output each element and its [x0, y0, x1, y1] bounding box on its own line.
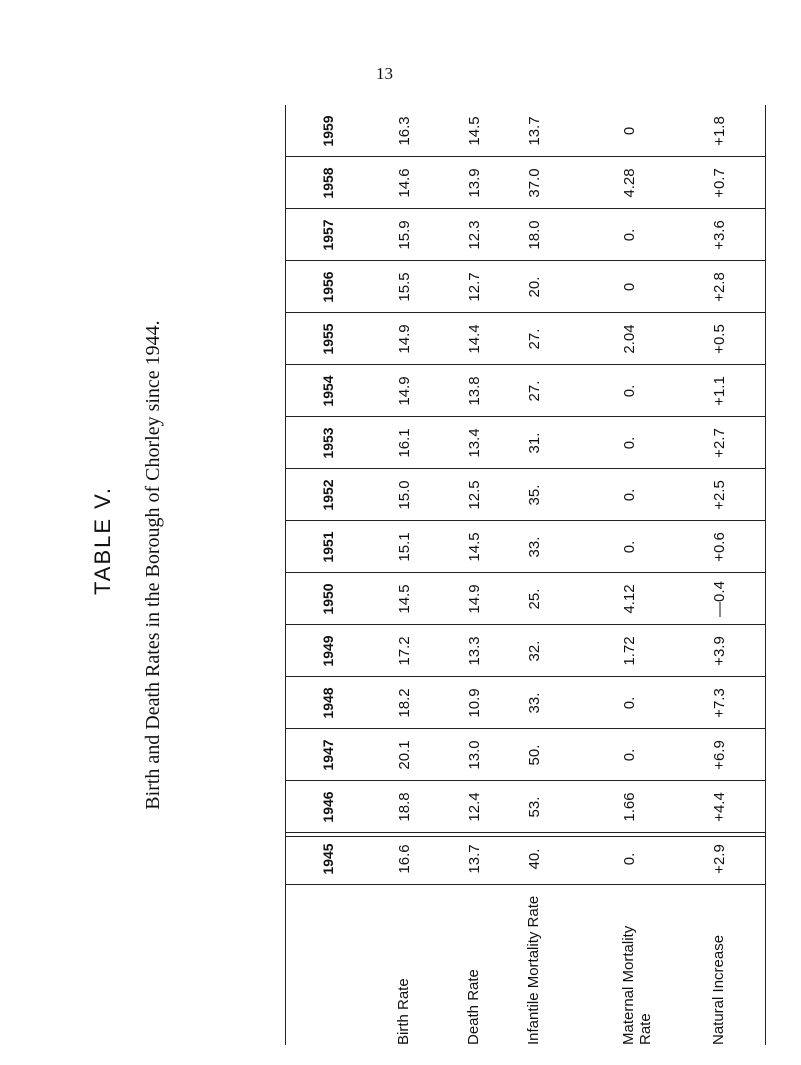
- table-cell: 14.9: [396, 324, 413, 354]
- table-cell: 14.6: [396, 168, 413, 198]
- year-header: 1945: [320, 843, 336, 875]
- table-cell: 13.0: [466, 740, 483, 770]
- table-cell: 14.5: [466, 116, 483, 146]
- table-cell: 10.9: [466, 688, 483, 718]
- table-cell: +7.3: [711, 688, 728, 718]
- row-label: Infantile Mortality Rate: [525, 895, 542, 1045]
- table-cell: 0.: [621, 488, 638, 502]
- year-header: 1946: [320, 791, 336, 823]
- table-cell: +2.7: [711, 428, 728, 458]
- year-header: 1957: [320, 219, 336, 251]
- table-cell: 33.: [526, 536, 543, 558]
- table-cell: 0.: [621, 696, 638, 710]
- table-rule-top: [285, 105, 286, 1045]
- table-cell: +6.9: [711, 740, 728, 770]
- table-cell: 0.: [621, 228, 638, 242]
- table-cell: +0.6: [711, 532, 728, 562]
- table-cell: 32.: [526, 640, 543, 662]
- row-label: Maternal Mortality Rate: [620, 925, 654, 1045]
- year-header: 1951: [320, 531, 336, 563]
- year-header: 1955: [320, 323, 336, 355]
- table-cell: 12.4: [466, 792, 483, 822]
- table-cell: 14.5: [466, 532, 483, 562]
- table-caption: Birth and Death Rates in the Borough of Chorley since 1944.: [142, 320, 164, 810]
- table-cell: 14.9: [466, 584, 483, 614]
- table-cell: +1.8: [711, 116, 728, 146]
- table-cell: 0: [621, 126, 638, 136]
- table-cell: 50.: [526, 744, 543, 766]
- caption-block: [90, 0, 190, 1065]
- table-cell: 15.5: [396, 272, 413, 302]
- table-cell: 40.: [526, 848, 543, 870]
- table-cell: 12.3: [466, 220, 483, 250]
- table-cell: —0.4: [711, 581, 728, 617]
- table-cell: 0.: [621, 436, 638, 450]
- year-header: 1950: [320, 583, 336, 615]
- year-header: 1953: [320, 427, 336, 459]
- table-cell: 12.7: [466, 272, 483, 302]
- table-cell: 31.: [526, 432, 543, 454]
- table-cell: 15.1: [396, 532, 413, 562]
- table-cell: 13.7: [526, 116, 543, 146]
- table-cell: 16.3: [396, 116, 413, 146]
- table-cell: 33.: [526, 692, 543, 714]
- table-cell: 17.2: [396, 636, 413, 666]
- rates-table: [260, 105, 780, 1045]
- table-cell: 0.: [621, 748, 638, 762]
- year-header: 1956: [320, 271, 336, 303]
- table-label: TABLE V.: [90, 486, 115, 595]
- table-cell: 13.9: [466, 168, 483, 198]
- table-cell: +2.8: [711, 272, 728, 302]
- table-cell: 16.1: [396, 428, 413, 458]
- table-cell: 25.: [526, 588, 543, 610]
- table-cell: 4.28: [621, 168, 638, 198]
- table-cell: 13.7: [466, 844, 483, 874]
- table-cell: 1.66: [621, 792, 638, 822]
- year-header: 1958: [320, 167, 336, 199]
- table-cell: 18.2: [396, 688, 413, 718]
- table-cell: 20.: [526, 276, 543, 298]
- year-header: 1959: [320, 115, 336, 147]
- table-cell: 15.0: [396, 480, 413, 510]
- table-cell: 0.: [621, 540, 638, 554]
- table-cell: 18.8: [396, 792, 413, 822]
- table-cell: 15.9: [396, 220, 413, 250]
- table-cell: 13.4: [466, 428, 483, 458]
- table-cell: 1.72: [621, 636, 638, 666]
- table-cell: 27.: [526, 328, 543, 350]
- year-header: 1949: [320, 635, 336, 667]
- table-cell: +0.5: [711, 324, 728, 354]
- table-cell: 16.6: [396, 844, 413, 874]
- year-header: 1954: [320, 375, 336, 407]
- year-header: 1952: [320, 479, 336, 511]
- table-cell: 27.: [526, 380, 543, 402]
- table-cell: 4.12: [621, 584, 638, 614]
- page-number: 13: [376, 64, 393, 83]
- row-label: Natural Increase: [710, 934, 727, 1045]
- table-cell: +1.1: [711, 376, 728, 406]
- row-label: Death Rate: [465, 969, 482, 1045]
- table-cell: 12.5: [466, 480, 483, 510]
- table-cell: +2.5: [711, 480, 728, 510]
- table-cell: 20.1: [396, 740, 413, 770]
- table-rule-bottom: [765, 105, 766, 1045]
- table-cell: 18.0: [526, 220, 543, 250]
- table-cell: 53.: [526, 796, 543, 818]
- table-cell: 14.5: [396, 584, 413, 614]
- table-cell: 0.: [621, 852, 638, 866]
- table-cell: 0.: [621, 384, 638, 398]
- table-cell: +4.4: [711, 792, 728, 822]
- year-header: 1948: [320, 687, 336, 719]
- year-header: 1947: [320, 739, 336, 771]
- table-cell: +3.6: [711, 220, 728, 250]
- table-cell: 35.: [526, 484, 543, 506]
- table-cell: 13.3: [466, 636, 483, 666]
- row-label: Birth Rate: [395, 978, 412, 1045]
- table-cell: 14.9: [396, 376, 413, 406]
- table-cell: 2.04: [621, 324, 638, 354]
- table-cell: +0.7: [711, 168, 728, 198]
- table-cell: 14.4: [466, 324, 483, 354]
- table-cell: +2.9: [711, 844, 728, 874]
- table-cell: 0: [621, 282, 638, 292]
- table-cell: 13.8: [466, 376, 483, 406]
- table-cell: 37.0: [526, 168, 543, 198]
- table-cell: +3.9: [711, 636, 728, 666]
